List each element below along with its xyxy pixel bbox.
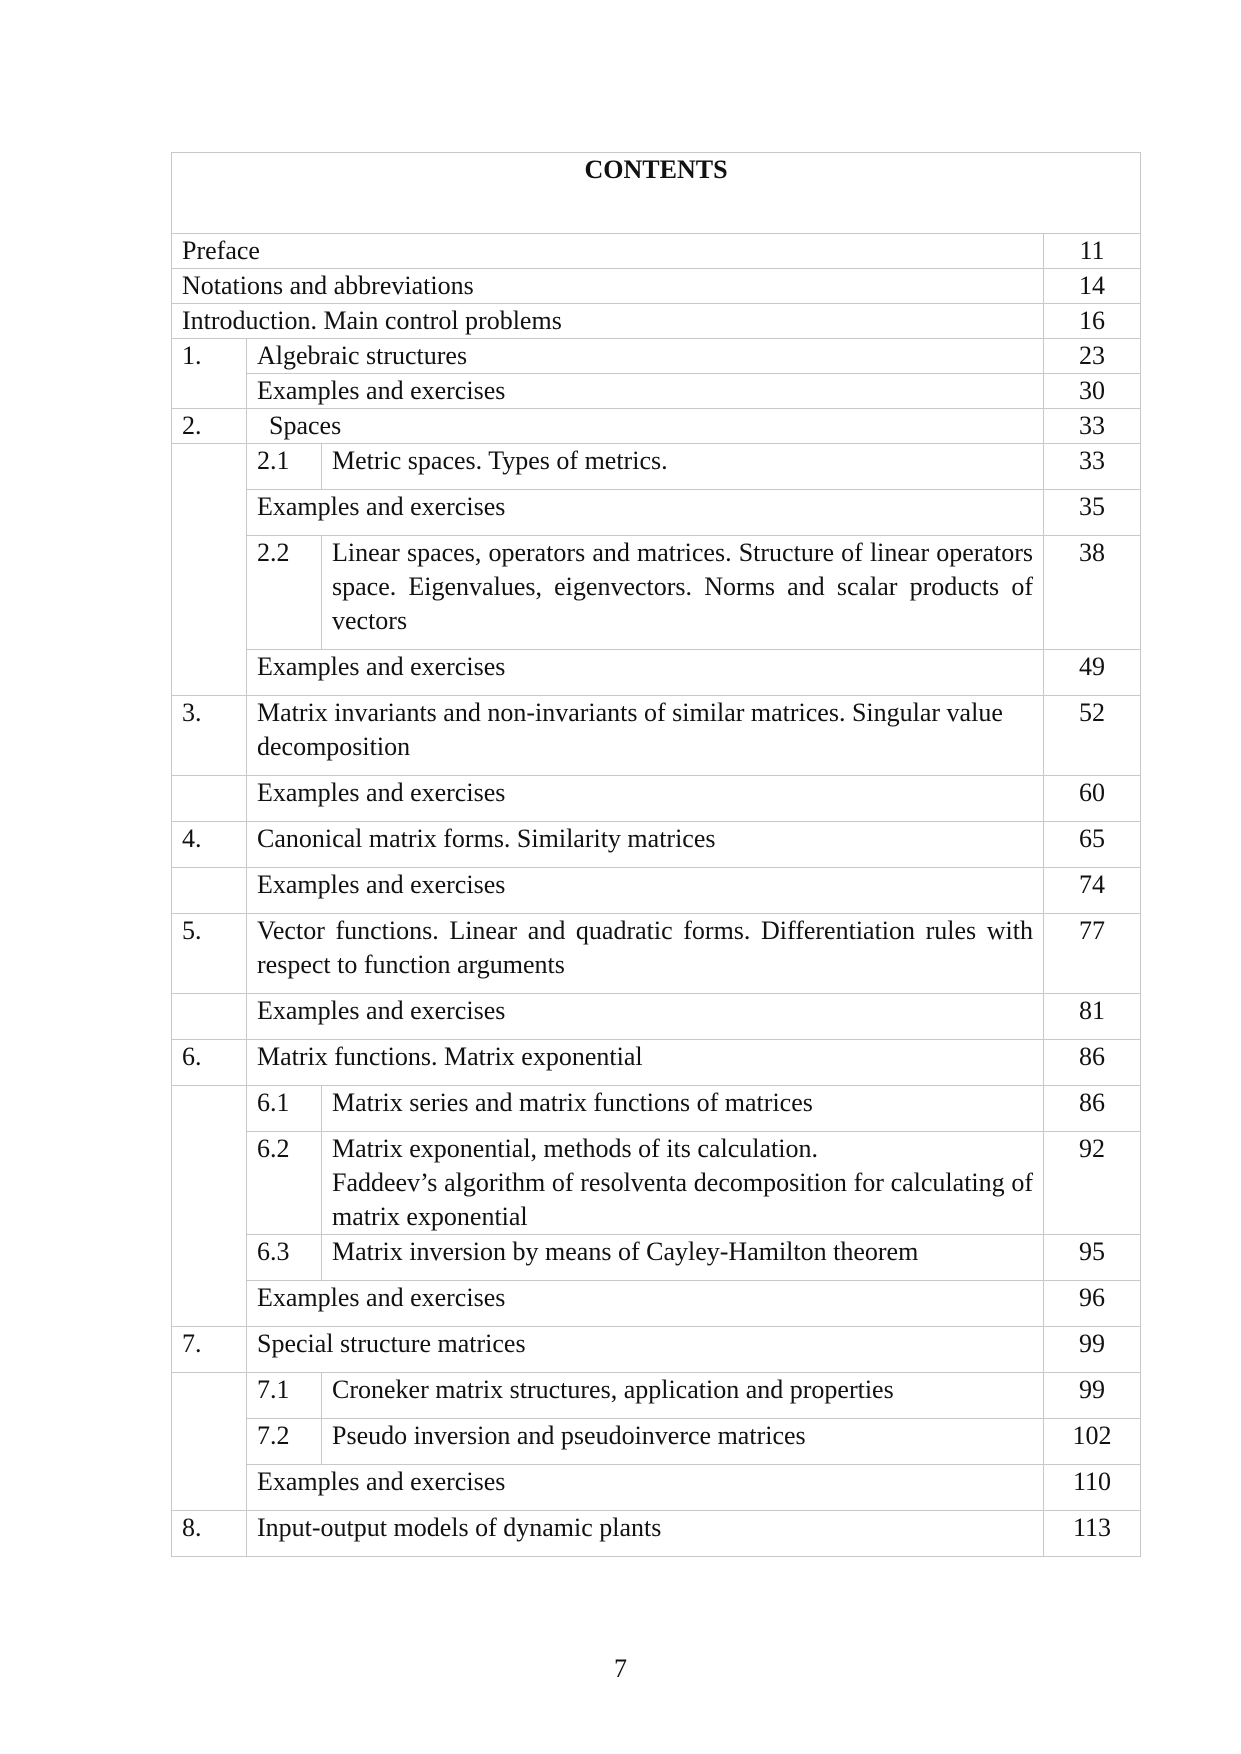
toc-row-ch3-examples	[172, 776, 1141, 822]
toc-label: Examples and exercises	[247, 490, 1044, 536]
toc-label: Notations and abbreviations	[172, 269, 1044, 304]
toc-label: Examples and exercises	[247, 650, 1044, 696]
section-number: 7.2	[247, 1419, 322, 1465]
toc-row-ch4	[172, 822, 1141, 868]
toc-label: Canonical matrix forms. Similarity matrices	[247, 822, 1044, 868]
toc-label: Introduction. Main control problems	[172, 304, 1044, 339]
toc-label-line: Faddeev’s algorithm of resolventa decomposition for calculating of matrix exponential	[332, 1168, 1033, 1231]
section-number: 6.1	[247, 1086, 322, 1132]
toc-label	[322, 1132, 1044, 1235]
toc-row-2-examples-2	[172, 650, 1141, 696]
toc-page: 92	[1044, 1132, 1141, 1235]
chapter-number: 8.	[172, 1511, 247, 1557]
toc-page: 86	[1044, 1040, 1141, 1086]
toc-label: Linear spaces, operators and matrices. Structure of linear operators space. Eigenvalues, eigenvectors. Norms and scalar products of vectors	[322, 536, 1044, 650]
toc-label: Examples and exercises	[247, 1281, 1044, 1327]
contents-header-row	[172, 153, 1141, 234]
toc-page: 33	[1044, 409, 1141, 444]
toc-label: Algebraic structures	[247, 339, 1044, 374]
toc-label: Metric spaces. Types of metrics.	[322, 444, 1044, 490]
toc-page: 23	[1044, 339, 1141, 374]
chapter-number: 3.	[172, 696, 247, 776]
toc-row-notations	[172, 269, 1141, 304]
contents-title: CONTENTS	[172, 153, 1141, 234]
toc-row-2-examples-1	[172, 490, 1141, 536]
toc-label: Matrix invariants and non-invariants of similar matrices. Singular value decomposition	[247, 696, 1044, 776]
toc-page: 110	[1044, 1465, 1141, 1511]
toc-page: 52	[1044, 696, 1141, 776]
toc-page: 99	[1044, 1327, 1141, 1373]
section-number: 7.1	[247, 1373, 322, 1419]
toc-label: Examples and exercises	[247, 776, 1044, 822]
toc-page: 102	[1044, 1419, 1141, 1465]
toc-row-ch6-examples	[172, 1281, 1141, 1327]
page-number: 7	[614, 1654, 627, 1683]
empty-cell	[172, 994, 247, 1040]
toc-row-2-1	[172, 444, 1141, 490]
toc-page: 96	[1044, 1281, 1141, 1327]
toc-page: 49	[1044, 650, 1141, 696]
toc-label: Vector functions. Linear and quadratic forms. Differentiation rules with respect to function arguments	[247, 914, 1044, 994]
toc-page: 30	[1044, 374, 1141, 409]
toc-page: 65	[1044, 822, 1141, 868]
toc-label: Matrix inversion by means of Cayley-Hamilton theorem	[322, 1235, 1044, 1281]
chapter-number: 7.	[172, 1327, 247, 1373]
toc-row-7-1	[172, 1373, 1141, 1419]
toc-page: 77	[1044, 914, 1141, 994]
toc-row-ch1-examples	[172, 374, 1141, 409]
toc-label: Croneker matrix structures, application and properties	[322, 1373, 1044, 1419]
section-number: 6.3	[247, 1235, 322, 1281]
toc-row-ch5	[172, 914, 1141, 994]
toc-row-ch1	[172, 339, 1141, 374]
toc-label: Matrix series and matrix functions of matrices	[322, 1086, 1044, 1132]
empty-cell	[172, 444, 247, 696]
toc-label: Examples and exercises	[247, 994, 1044, 1040]
toc-page: 16	[1044, 304, 1141, 339]
empty-cell	[172, 1373, 247, 1511]
toc-label: Pseudo inversion and pseudoinverce matrices	[322, 1419, 1044, 1465]
section-number: 2.2	[247, 536, 322, 650]
toc-row-6-3	[172, 1235, 1141, 1281]
empty-cell	[172, 1086, 247, 1327]
toc-page: 14	[1044, 269, 1141, 304]
toc-page: 74	[1044, 868, 1141, 914]
toc-page: 60	[1044, 776, 1141, 822]
toc-page: 33	[1044, 444, 1141, 490]
toc-row-2-2	[172, 536, 1141, 650]
toc-row-6-2	[172, 1132, 1141, 1235]
toc-row-ch2	[172, 409, 1141, 444]
toc-label: Matrix functions. Matrix exponential	[247, 1040, 1044, 1086]
toc-row-ch8	[172, 1511, 1141, 1557]
section-number: 6.2	[247, 1132, 322, 1235]
toc-page: 95	[1044, 1235, 1141, 1281]
empty-cell	[172, 776, 247, 822]
chapter-number: 1.	[172, 339, 247, 409]
chapter-number: 2.	[172, 409, 247, 444]
toc-label: Examples and exercises	[247, 374, 1044, 409]
toc-page: 99	[1044, 1373, 1141, 1419]
chapter-number: 5.	[172, 914, 247, 994]
empty-cell	[172, 868, 247, 914]
chapter-number: 6.	[172, 1040, 247, 1086]
toc-page: 38	[1044, 536, 1141, 650]
toc-row-ch7	[172, 1327, 1141, 1373]
toc-row-ch7-examples	[172, 1465, 1141, 1511]
toc-label: Examples and exercises	[247, 868, 1044, 914]
toc-page: 35	[1044, 490, 1141, 536]
toc-label: Preface	[172, 234, 1044, 269]
contents-table	[171, 152, 1141, 1557]
toc-row-ch4-examples	[172, 868, 1141, 914]
toc-row-preface	[172, 234, 1141, 269]
toc-label: Spaces	[247, 409, 1044, 444]
toc-label: Special structure matrices	[247, 1327, 1044, 1373]
toc-page: 86	[1044, 1086, 1141, 1132]
toc-row-7-2	[172, 1419, 1141, 1465]
toc-page: 113	[1044, 1511, 1141, 1557]
toc-row-ch5-examples	[172, 994, 1141, 1040]
section-number: 2.1	[247, 444, 322, 490]
toc-row-introduction	[172, 304, 1141, 339]
toc-row-6-1	[172, 1086, 1141, 1132]
toc-row-ch3	[172, 696, 1141, 776]
toc-label: Examples and exercises	[247, 1465, 1044, 1511]
toc-row-ch6	[172, 1040, 1141, 1086]
toc-label-line: Matrix exponential, methods of its calculation.	[332, 1134, 818, 1163]
toc-page: 81	[1044, 994, 1141, 1040]
chapter-number: 4.	[172, 822, 247, 868]
toc-page: 11	[1044, 234, 1141, 269]
toc-label: Input-output models of dynamic plants	[247, 1511, 1044, 1557]
